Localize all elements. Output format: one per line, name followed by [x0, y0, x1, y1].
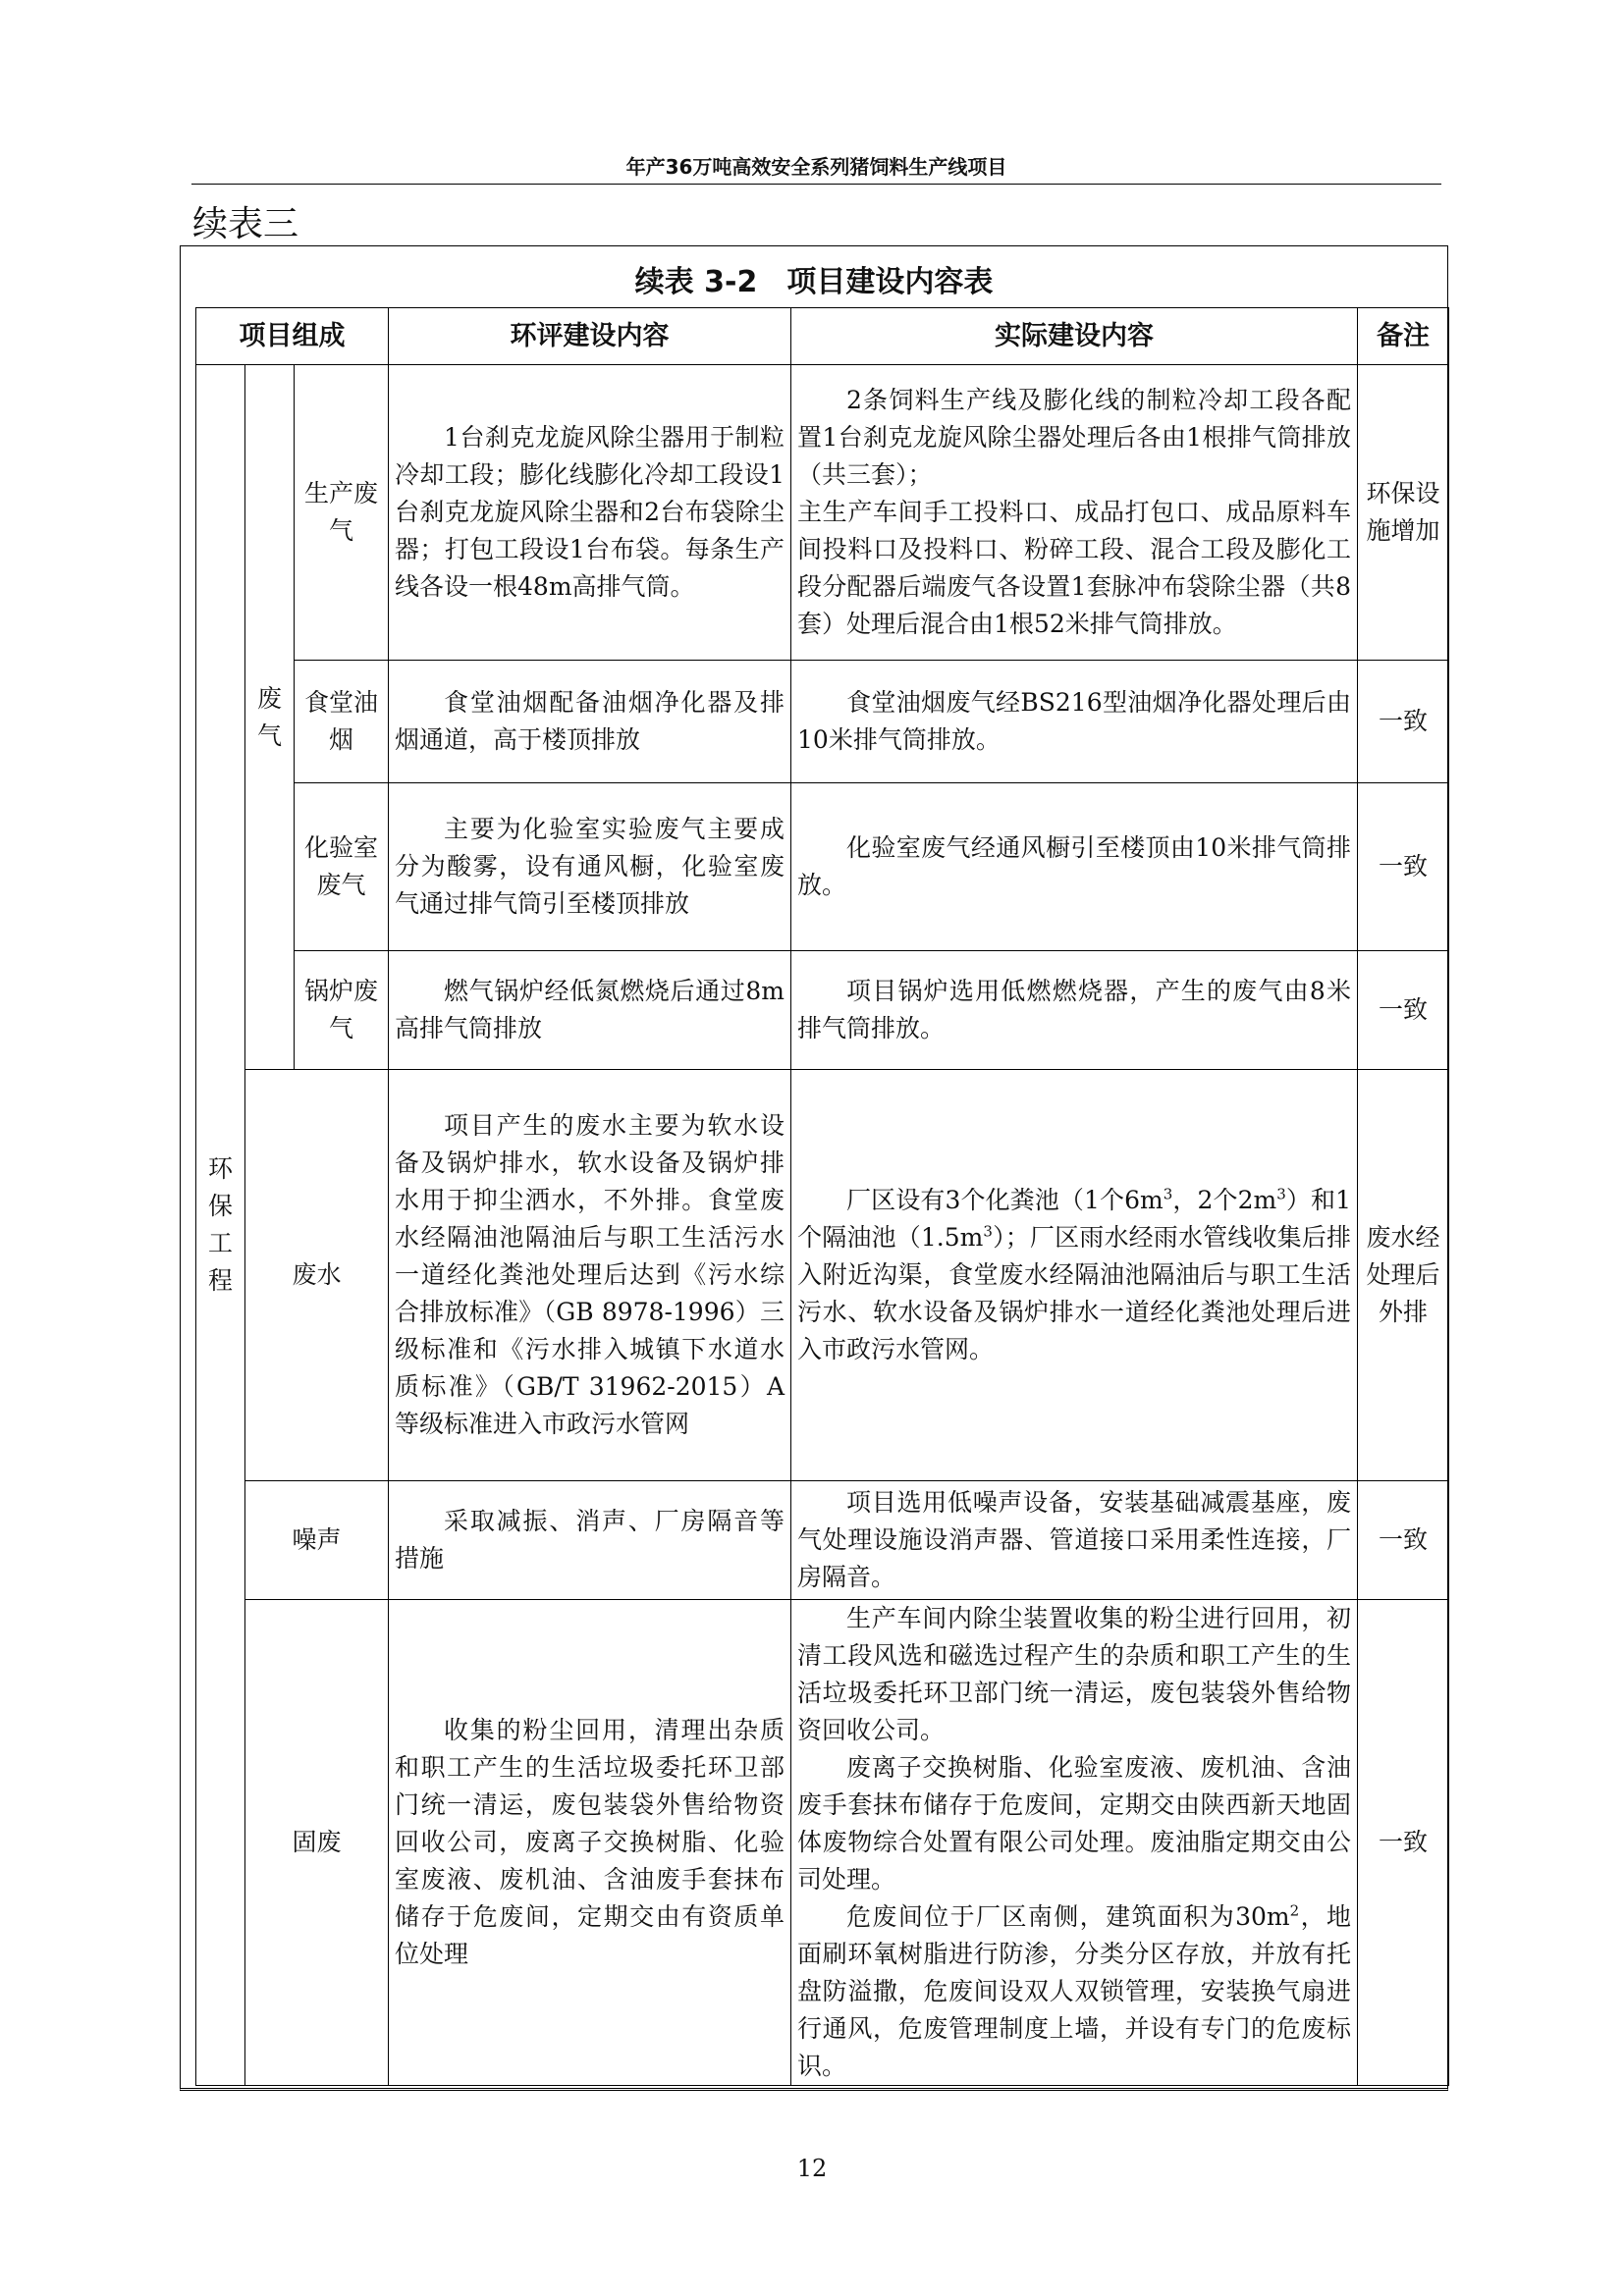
- actual-text: ，2个2m: [1172, 1186, 1277, 1214]
- eia-cell: 项目产生的废水主要为软水设备及锅炉排水，软水设备及锅炉排水用于抑尘洒水，不外排。食堂废水经隔油池隔油后与职工生活污水一道经化粪池处理后达到《污水综合排放标准》（GB 8978-1996）三级标准和《污水排入城镇下水道水质标准》（GB/T 31962-2015）A等级标准进入市政污水管网: [389, 1070, 791, 1481]
- note-cell: 废水经处理后外排: [1358, 1070, 1449, 1481]
- actual-cell: 项目锅炉选用低燃燃烧器，产生的废气由8米排气筒排放。: [791, 951, 1358, 1070]
- section-title: 续表三: [192, 204, 299, 244]
- actual-paragraph: [797, 1898, 1351, 2085]
- note-cell: 一致: [1358, 783, 1449, 951]
- note-cell: 一致: [1358, 661, 1449, 783]
- table-header-row: [196, 308, 1449, 365]
- col-header-note: 备注: [1358, 308, 1449, 365]
- col-header-actual: 实际建设内容: [791, 308, 1358, 365]
- eia-cell: 燃气锅炉经低氮燃烧后通过8m高排气筒排放: [389, 951, 791, 1070]
- actual-cell: 食堂油烟废气经BS216型油烟净化器处理后由10米排气筒排放。: [791, 661, 1358, 783]
- actual-cell: 化验室废气经通风橱引至楼顶由10米排气筒排放。: [791, 783, 1358, 951]
- eia-cell: 主要为化验室实验废气主要成分为酸雾，设有通风橱，化验室废气通过排气筒引至楼顶排放: [389, 783, 791, 951]
- actual-text: 厂区设有3个化粪池（1个6m: [846, 1186, 1164, 1214]
- eia-cell: 食堂油烟配备油烟净化器及排烟通道，高于楼顶排放: [389, 661, 791, 783]
- superscript: 3: [1163, 1185, 1173, 1203]
- actual-paragraph: 2条饲料生产线及膨化线的制粒冷却工段各配置1台刹克龙旋风除尘器处理后各由1根排气筒排放（共三套）；: [797, 386, 1352, 489]
- actual-cell: 项目选用低噪声设备，安装基础减震基座，废气处理设施设消声器、管道接口采用柔性连接，厂房隔音。: [791, 1481, 1358, 1600]
- col-header-eia: 环评建设内容: [389, 308, 791, 365]
- actual-text: ）；厂区雨水经雨水管线收集后排入附近沟渠，食堂废水经隔油池隔油后与职工生活污水、软水设备及锅炉排水一道经化粪池处理后进入市政污水管网。: [797, 1223, 1352, 1363]
- actual-cell: [791, 1070, 1358, 1481]
- row-name: 锅炉废气: [295, 951, 389, 1070]
- eia-cell: 1台刹克龙旋风除尘器用于制粒冷却工段；膨化线膨化冷却工段设1台刹克龙旋风除尘器和2台布袋除尘器；打包工段设1台布袋。每条生产线各设一根48m高排气筒。: [389, 365, 791, 661]
- table-row: [196, 783, 1449, 951]
- group-label: 环保工程: [196, 365, 245, 2086]
- table-title: 续表 3-2 项目建设内容表: [634, 265, 994, 299]
- eia-cell: 收集的粉尘回用，清理出杂质和职工产生的生活垃圾委托环卫部门统一清运，废包装袋外售给物资回收公司，废离子交换树脂、化验室废液、废机油、含油废手套抹布储存于危废间，定期交由有资质单位处理: [389, 1600, 791, 2086]
- waste-gas-label: 废气: [245, 365, 295, 1070]
- table-row: [196, 1481, 1449, 1600]
- note-cell: 一致: [1358, 1600, 1449, 2086]
- row-name: 化验室废气: [295, 783, 389, 951]
- note-cell: 一致: [1358, 951, 1449, 1070]
- superscript: 3: [983, 1222, 993, 1241]
- actual-paragraph: 生产车间内除尘装置收集的粉尘进行回用，初清工段风选和磁选过程产生的杂质和职工产生的生活垃圾委托环卫部门统一清运，废包装袋外售给物资回收公司。: [797, 1604, 1352, 1744]
- row-name: 噪声: [245, 1481, 389, 1600]
- superscript: 3: [1276, 1185, 1286, 1203]
- actual-text: ，地面刷环氧树脂进行防渗，分类分区存放，并放有托盘防溢撒，危废间设双人双锁管理，安装换气扇进行通风，危废管理制度上墙，并设有专门的危废标识。: [797, 1902, 1352, 2080]
- construction-content-table: [195, 307, 1449, 2086]
- actual-text: ）和1个隔油池（1.5m: [797, 1186, 1352, 1252]
- actual-cell: [791, 1600, 1358, 2086]
- note-cell: 环保设施增加: [1358, 365, 1449, 661]
- table-row: [196, 365, 1449, 661]
- table-row: [196, 951, 1449, 1070]
- document-header: 年产36万吨高效安全系列猪饲料生产线项目: [191, 151, 1441, 185]
- row-name: 生产废气: [295, 365, 389, 661]
- note-cell: 一致: [1358, 1481, 1449, 1600]
- actual-paragraph: 废离子交换树脂、化验室废液、废机油、含油废手套抹布储存于危废间，定期交由陕西新天地固体废物综合处置有限公司处理。废油脂定期交由公司处理。: [797, 1753, 1352, 1894]
- superscript: 2: [1289, 1901, 1300, 1920]
- col-header-composition: 项目组成: [196, 308, 389, 365]
- row-name: 食堂油烟: [295, 661, 389, 783]
- table-row: [196, 661, 1449, 783]
- actual-cell: [791, 365, 1358, 661]
- table-row: [196, 1070, 1449, 1481]
- page-number: 12: [796, 2155, 828, 2182]
- row-name: 固废: [245, 1600, 389, 2086]
- table-row: [196, 1600, 1449, 2086]
- eia-cell: 采取减振、消声、厂房隔音等措施: [389, 1481, 791, 1600]
- actual-paragraph: 主生产车间手工投料口、成品打包口、成品原料车间投料口及投料口、粉碎工段、混合工段及膨化工段分配器后端废气各设置1套脉冲布袋除尘器（共8套）处理后混合由1根52米排气筒排放。: [797, 498, 1352, 638]
- actual-text: 危废间位于厂区南侧，建筑面积为30m: [846, 1902, 1290, 1931]
- row-name: 废水: [245, 1070, 389, 1481]
